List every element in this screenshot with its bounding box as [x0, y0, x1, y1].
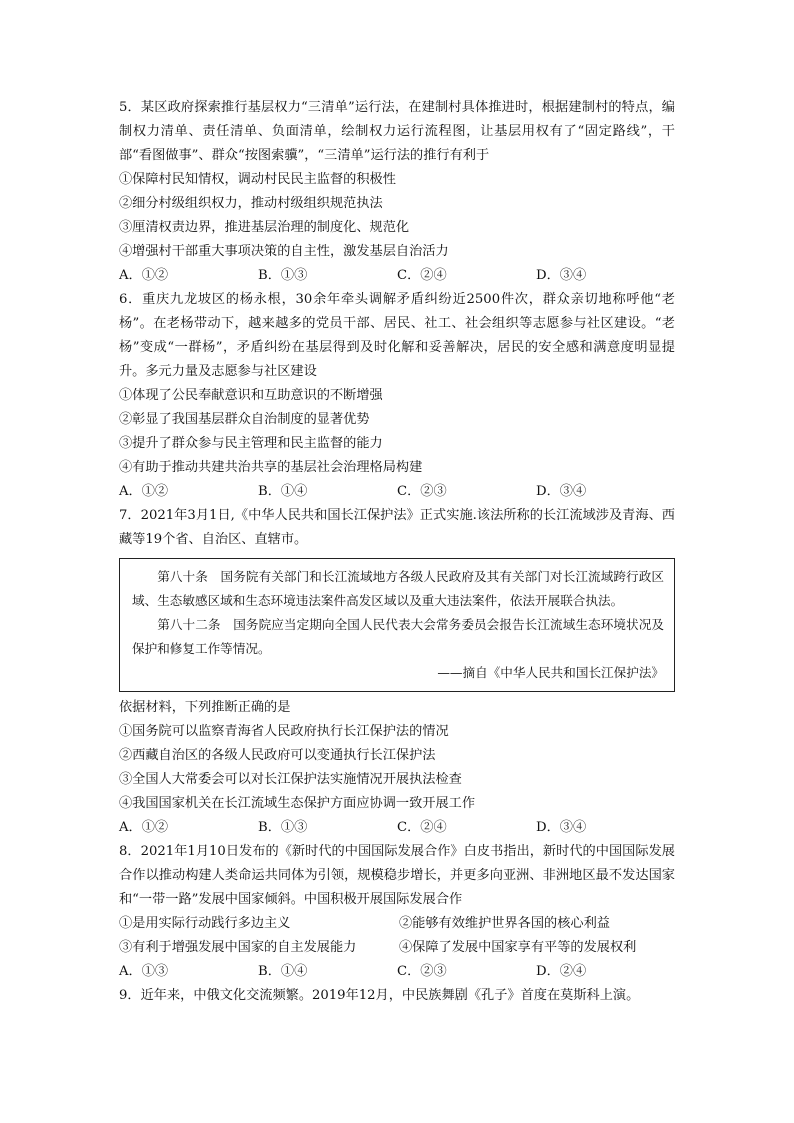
law-excerpt-box: [119, 558, 675, 692]
answer-b: B．①③: [258, 268, 308, 283]
answer-d: D．③④: [536, 268, 587, 283]
question-7-stem: 7．2021年3月1日,《中华人民共和国长江保护法》正式实施.该法所称的长江流域涉及青海、西藏等19个省、自治区、直辖市。: [119, 508, 675, 547]
answer-b: B．①③: [258, 820, 308, 835]
answer-d: D．③④: [536, 820, 587, 835]
question-7-option-3: ③全国人大常委会可以对长江保护法实施情况开展执法检查: [119, 772, 462, 787]
question-7-option-4: ④我国国家机关在长江流域生态保护方面应协调一致开展工作: [119, 796, 476, 811]
answer-c: C．②④: [397, 268, 447, 283]
answer-a: A．①③: [119, 964, 169, 979]
answer-c: C．②④: [397, 820, 447, 835]
question-list: [119, 96, 675, 1008]
law-article-80: 第八十条 国务院有关部门和长江流域地方各级人民政府及其有关部门对长江流域跨行政区域、生态敏感区域和生态环境违法案件高发区域以及重大违法案件，依法开展联合执法。: [132, 569, 664, 608]
answer-a: A．①②: [119, 484, 169, 499]
question-5-option-1: ①保障村民知情权，调动村民民主监督的积极性: [119, 172, 396, 187]
question-8-answers: [119, 960, 675, 984]
answer-a: A．①②: [119, 820, 169, 835]
question-5-answers: [119, 264, 675, 288]
answer-a: A．①②: [119, 268, 169, 283]
question-8-option-4: ④保障了发展中国家享有平等的发展权利: [399, 940, 637, 955]
question-6-option-4: ④有助于推动共建共治共享的基层社会治理格局构建: [119, 460, 423, 475]
question-5-option-4: ④增强村干部重大事项决策的自主性，激发基层自治活力: [119, 244, 449, 259]
question-6-option-1: ①体现了公民奉献意识和互助意识的不断增强: [119, 388, 383, 403]
law-article-82: 第八十二条 国务院应当定期向全国人民代表大会常务委员会报告长江流域生态环境状况及保护和修复工作等情况。: [132, 617, 664, 656]
question-6-option-2: ②彰显了我国基层群众自治制度的显著优势: [119, 412, 370, 427]
question-6-option-3: ③提升了群众参与民主管理和民主监督的能力: [119, 436, 383, 451]
question-8-stem: 8．2021年1月10日发布的《新时代的中国国际发展合作》白皮书指出，新时代的中国国际发展合作以推动构建人类命运共同体为引领，规模稳步增长，并更多向亚洲、非洲地区最不发达国家和“一带一路”发展中国家倾斜。中国积极开展国际发展合作: [119, 844, 675, 907]
question-7-option-1: ①国务院可以监察青海省人民政府执行长江保护法的情况: [119, 724, 449, 739]
question-8: [119, 840, 675, 984]
question-5: [119, 96, 675, 288]
answer-c: C．②③: [397, 484, 447, 499]
answer-b: B．①④: [258, 964, 308, 979]
question-8-option-2: ②能够有效维护世界各国的核心利益: [399, 916, 610, 931]
question-7-answers: [119, 816, 675, 840]
answer-d: D．②④: [536, 964, 587, 979]
question-9-stem: 9．近年来，中俄文化交流频繁。2019年12月，中民族舞剧《孔子》首度在莫斯科上演。: [119, 988, 640, 1003]
question-7-option-2: ②西藏自治区的各级人民政府可以变通执行长江保护法: [119, 748, 436, 763]
question-8-options-row-1: [119, 912, 675, 936]
question-5-option-2: ②细分村级组织权力，推动村级组织规范执法: [119, 196, 383, 211]
question-6: [119, 288, 675, 504]
question-5-stem: 5．某区政府探索推行基层权力“三清单”运行法，在建制村具体推进时，根据建制村的特点，编制权力清单、责任清单、负面清单，绘制权力运行流程图，让基层用权有了“固定路线”，干部“看图做事”、群众“按图索骥”，“三清单”运行法的推行有利于: [119, 100, 675, 163]
answer-c: C．②③: [397, 964, 447, 979]
question-6-stem: 6．重庆九龙坡区的杨永根，30余年牵头调解矛盾纠纷近2500件次，群众亲切地称呼他“老杨”。在老杨带动下，越来越多的党员干部、居民、社工、社会组织等志愿参与社区建设。“老杨”变成“一群杨”，矛盾纠纷在基层得到及时化解和妥善解决，居民的安全感和满意度明显提升。多元力量及志愿参与社区建设: [119, 292, 675, 379]
law-excerpt-source: ——摘自《中华人民共和国长江保护法》: [437, 665, 664, 680]
answer-d: D．③④: [536, 484, 587, 499]
question-8-options-row-2: [119, 936, 675, 960]
question-7-lead: 依据材料，下列推断正确的是: [119, 700, 291, 715]
question-8-option-1: ①是用实际行动践行多边主义: [119, 916, 291, 931]
question-9: [119, 984, 675, 1008]
answer-b: B．①④: [258, 484, 308, 499]
question-7: [119, 504, 675, 840]
question-8-option-3: ③有利于增强发展中国家的自主发展能力: [119, 940, 357, 955]
question-6-answers: [119, 480, 675, 504]
question-5-option-3: ③厘清权责边界，推进基层治理的制度化、规范化: [119, 220, 410, 235]
